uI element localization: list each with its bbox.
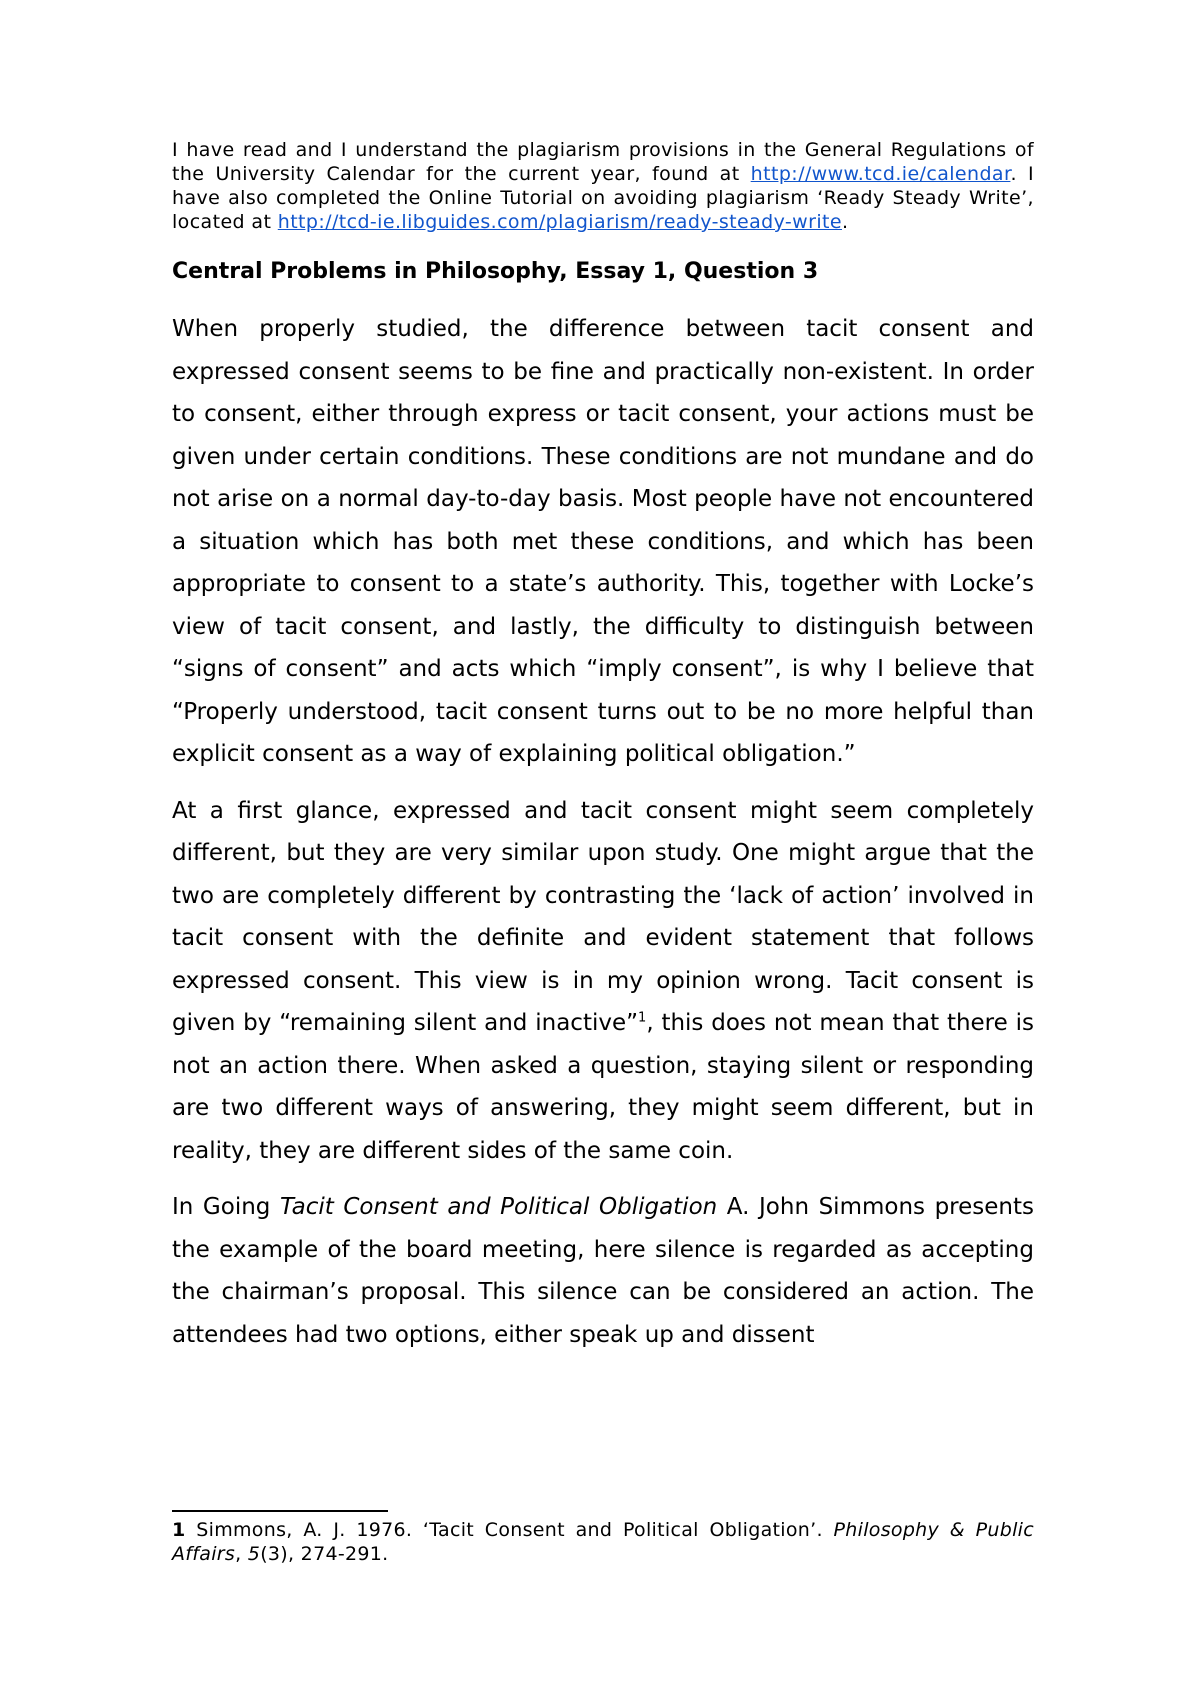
footnote-volume: 5 bbox=[247, 1543, 261, 1565]
essay-paragraph-3 bbox=[172, 1186, 1034, 1356]
ready-steady-write-link[interactable]: http://tcd-ie.libguides.com/plagiarism/ready-steady-write bbox=[277, 211, 842, 233]
footnote-text-1: Simmons, A. J. 1976. ‘Tacit Consent and Political Obligation’. bbox=[185, 1519, 834, 1541]
cited-work-title: Tacit Consent and Political Obligation bbox=[279, 1194, 718, 1220]
declaration-text-3: . bbox=[841, 211, 849, 233]
footnote-separator bbox=[172, 1510, 388, 1512]
footnote-number: 1 bbox=[172, 1519, 186, 1541]
declaration-text-2: . I have also completed the Online Tutorial on avoiding plagiarism ‘Ready Steady Write’, located at bbox=[172, 163, 1034, 233]
calendar-link[interactable]: http://www.tcd.ie/calendar bbox=[750, 163, 1011, 185]
paragraph-3-text-a: In Going bbox=[172, 1194, 280, 1220]
essay-title: Central Problems in Philosophy, Essay 1, Question 3 bbox=[172, 259, 819, 284]
footnote-reference[interactable]: 1 bbox=[638, 1010, 647, 1026]
paragraph-2-text-b: , this does not mean that there is not an action there. When asked a question, staying silent or responding are two different ways of answering, they might seem different, but in reality, they are different sides of the same coin. bbox=[172, 1010, 1034, 1164]
plagiarism-declaration bbox=[172, 138, 1034, 234]
footnote-text-2: , bbox=[235, 1543, 248, 1565]
document-page bbox=[172, 138, 1034, 1370]
footnote-text-3: (3), 274-291. bbox=[260, 1543, 389, 1565]
footnote bbox=[172, 1518, 1034, 1566]
footnote-journal: Philosophy & Public Affairs bbox=[172, 1519, 1034, 1565]
essay-paragraph-1: When properly studied, the difference between tacit consent and expressed consent seems to be fine and practically non-existent. In order to consent, either through express or tacit consent, your actions must be given under certain conditions. These conditions are not mundane and do not arise on a normal day-to-day basis. Most people have not encountered a situation which has both met these conditions, and which has been appropriate to consent to a state’s authority. This, together with Locke’s view of tacit consent, and lastly, the difficulty to distinguish between “signs of consent” and acts which “imply consent”, is why I believe that “Properly understood, tacit consent turns out to be no more helpful than explicit consent as a way of explaining political obligation.” bbox=[172, 316, 1034, 767]
declaration-text-1: I have read and I understand the plagiarism provisions in the General Regulations of the University Calendar for the current year, found at bbox=[172, 139, 1034, 185]
paragraph-2-text-a: At a first glance, expressed and tacit consent might seem completely different, but they are very similar upon study. One might argue that the two are completely different by contrasting the ‘lack of action’ involved in tacit consent with the definite and evident statement that follows expressed consent. This view is in my opinion wrong. Tacit consent is given by “remaining silent and inactive” bbox=[172, 797, 1034, 1036]
paragraph-3-text-b: A. John Simmons presents the example of the board meeting, here silence is regarded as accepting the chairman’s proposal. This silence can be considered an action. The attendees had two options, either speak up and dissent bbox=[172, 1194, 1034, 1348]
essay-paragraph-2 bbox=[172, 790, 1034, 1173]
